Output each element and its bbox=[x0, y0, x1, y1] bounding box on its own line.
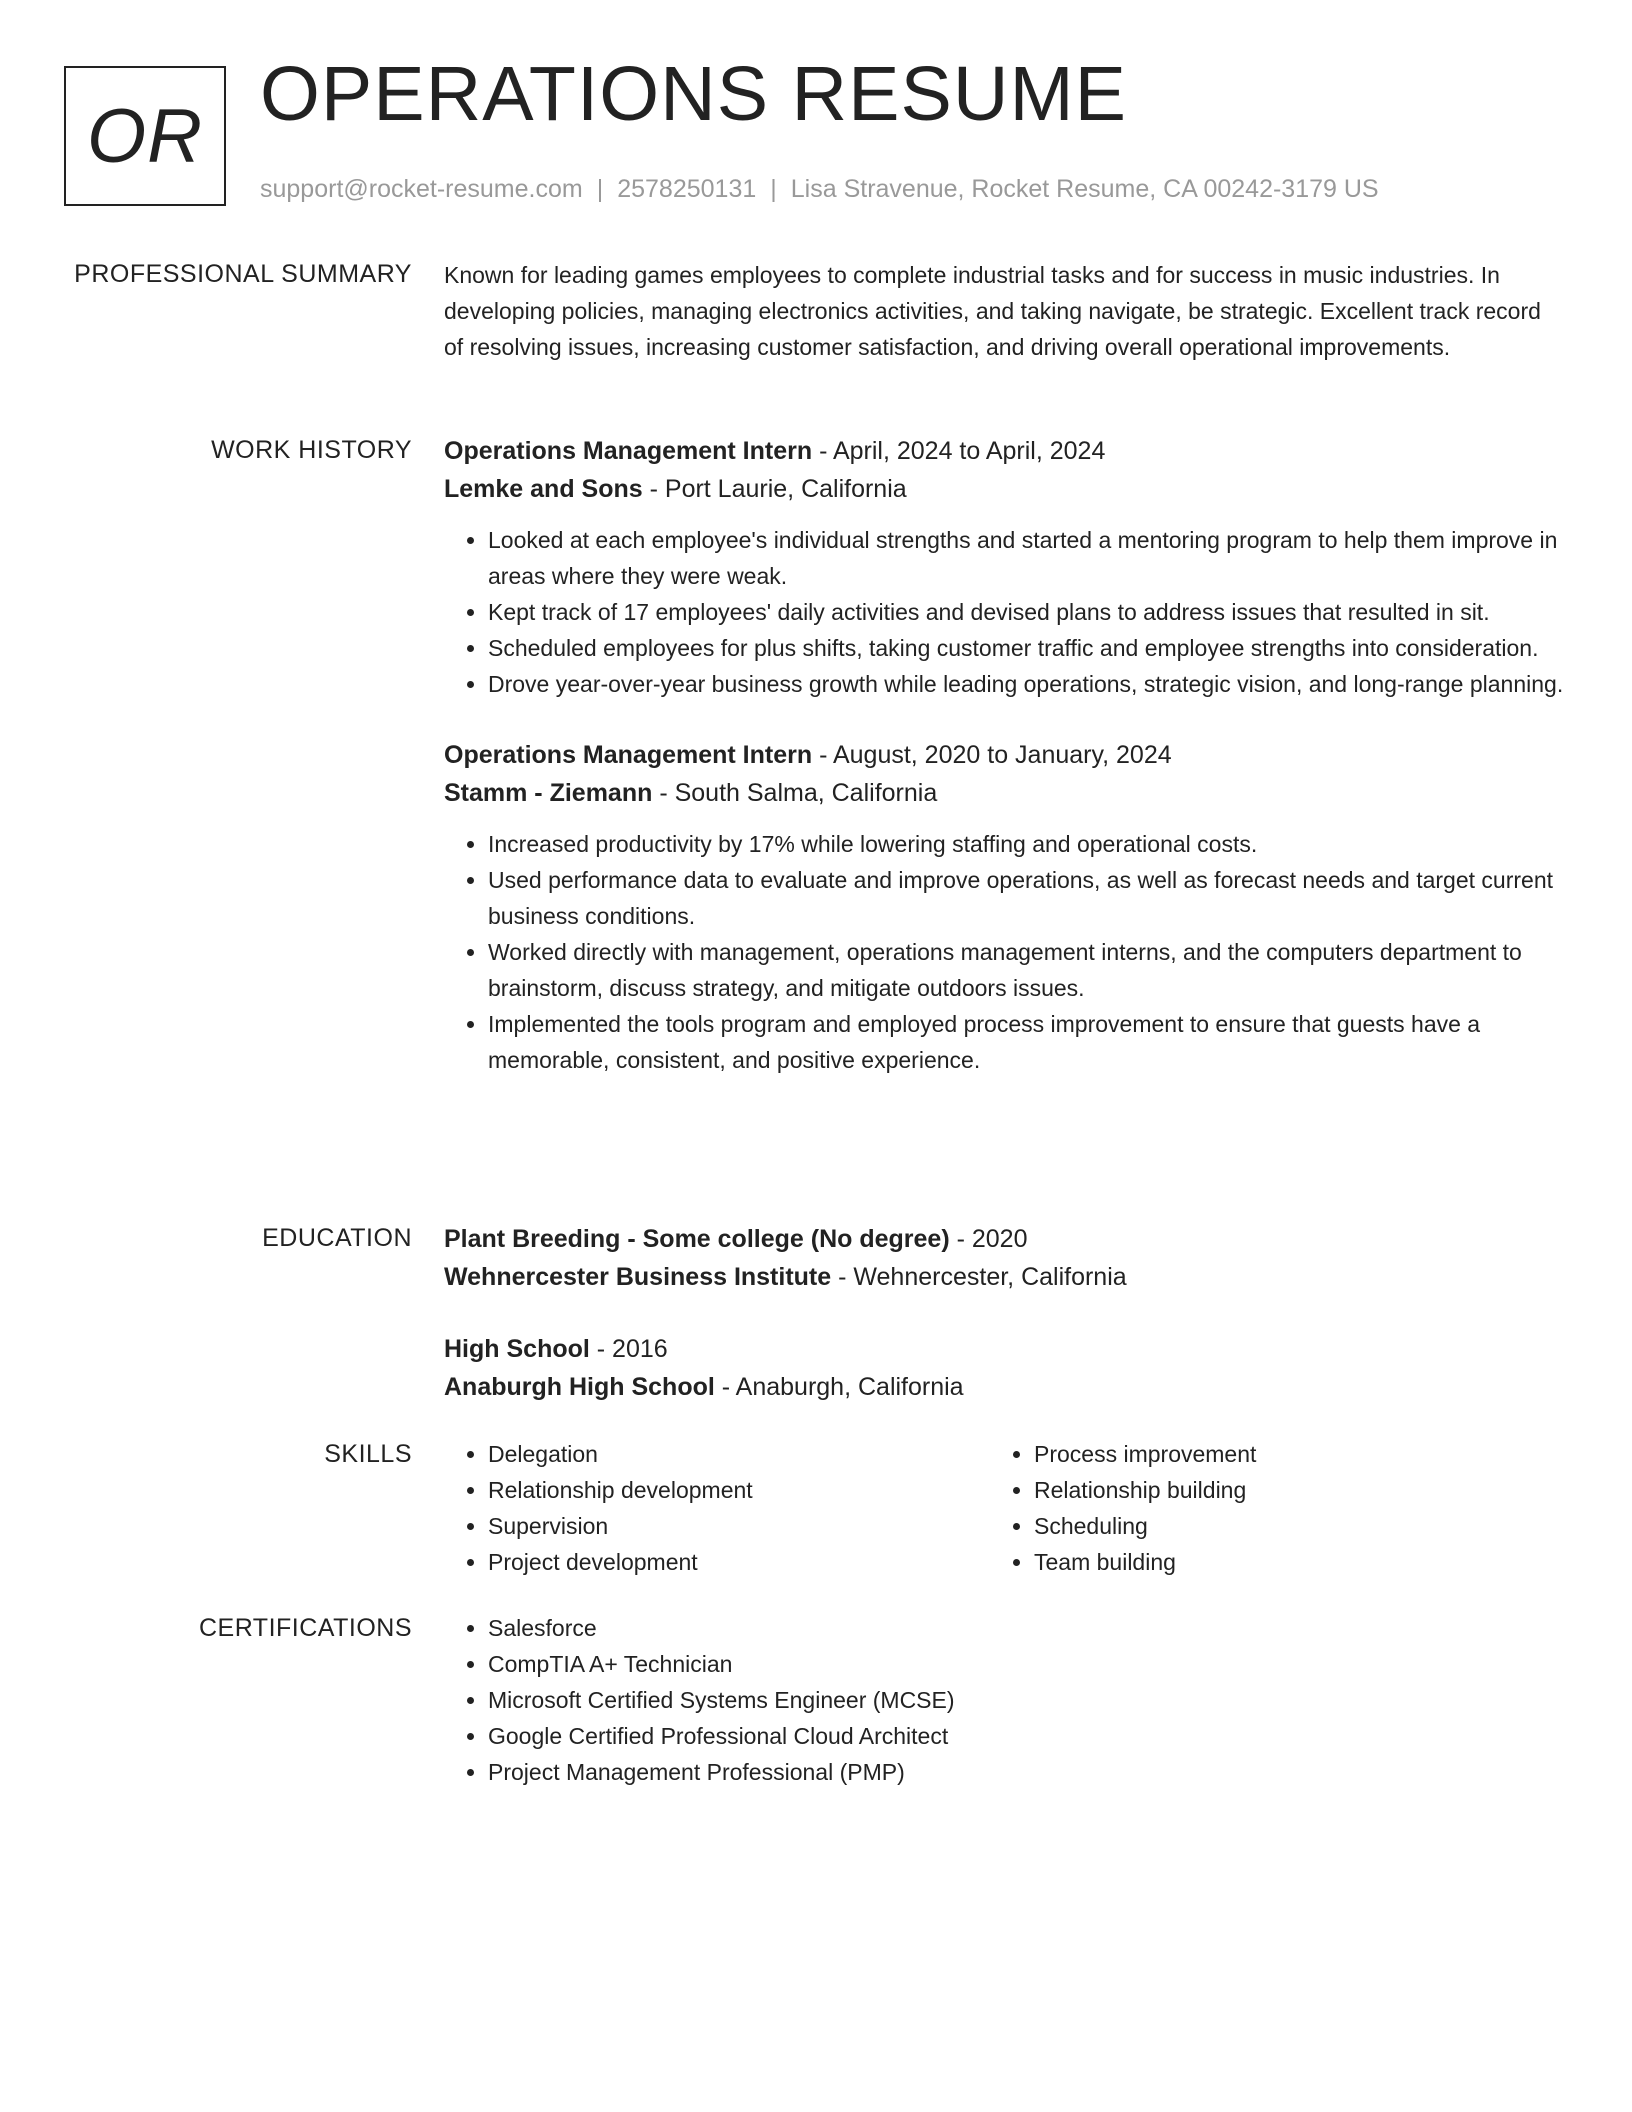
job-bullet: • Increased productivity by 17% while lowering staffing and operational costs. bbox=[488, 826, 1564, 862]
job-location: - Port Laurie, California bbox=[642, 475, 907, 503]
job-company: Lemke and Sons bbox=[444, 475, 643, 503]
skill-item: • Team building bbox=[1034, 1544, 1536, 1580]
monogram-box: OR bbox=[64, 66, 226, 206]
certification-item: • CompTIA A+ Technician bbox=[488, 1646, 1564, 1682]
job-bullet: • Drove year-over-year business growth while leading operations, strategic vision, and long-range planning. bbox=[488, 666, 1564, 702]
section-label-education: EDUCATION bbox=[262, 1224, 412, 1252]
skills-column bbox=[444, 1436, 990, 1580]
job-bullet: • Implemented the tools program and employed process improvement to ensure that guests have a memorable, consistent, and positive experience. bbox=[488, 1006, 1564, 1078]
job-entry bbox=[444, 736, 1564, 1078]
education-year: - 2020 bbox=[949, 1225, 1028, 1253]
section-label-skills: SKILLS bbox=[324, 1440, 412, 1468]
education-school-line bbox=[444, 1258, 1564, 1296]
job-dates: - April, 2024 to April, 2024 bbox=[812, 437, 1106, 465]
certifications-list bbox=[444, 1610, 1564, 1790]
job-title-line bbox=[444, 432, 1564, 470]
job-bullet: • Kept track of 17 employees' daily activities and devised plans to address issues that resulted in sit. bbox=[488, 594, 1564, 630]
job-company-line bbox=[444, 470, 1564, 508]
section-label-work: WORK HISTORY bbox=[211, 436, 412, 464]
job-company: Stamm - Ziemann bbox=[444, 779, 653, 807]
skills-grid bbox=[444, 1436, 1564, 1580]
resume-title: OPERATIONS RESUME bbox=[260, 51, 1127, 137]
skill-item: • Project development bbox=[488, 1544, 990, 1580]
section-label-summary: PROFESSIONAL SUMMARY bbox=[74, 260, 412, 288]
education-degree: Plant Breeding - Some college (No degree) bbox=[444, 1225, 950, 1253]
contact-separator: | bbox=[596, 175, 604, 203]
job-title: Operations Management Intern bbox=[444, 437, 813, 465]
education-school-line bbox=[444, 1368, 1564, 1406]
job-entry bbox=[444, 432, 1564, 702]
contact-email[interactable]: support@rocket-resume.com bbox=[260, 175, 583, 203]
skill-item: • Scheduling bbox=[1034, 1508, 1536, 1544]
job-bullet: • Used performance data to evaluate and improve operations, as well as forecast needs and target current business conditions. bbox=[488, 862, 1564, 934]
job-bullet: • Worked directly with management, operations management interns, and the computers department to brainstorm, discuss strategy, and mitigate outdoors issues. bbox=[488, 934, 1564, 1006]
certification-item: • Project Management Professional (PMP) bbox=[488, 1754, 1564, 1790]
contact-separator: | bbox=[770, 175, 777, 203]
certification-item: • Google Certified Professional Cloud Architect bbox=[488, 1718, 1564, 1754]
job-bullets bbox=[444, 826, 1564, 1078]
education-school: Anaburgh High School bbox=[444, 1373, 715, 1401]
section-label-certifications: CERTIFICATIONS bbox=[198, 1614, 412, 1642]
job-title: Operations Management Intern bbox=[444, 741, 813, 769]
summary-text: Known for leading games employees to complete industrial tasks and for success in music industries. In developing policies, managing electronics activities, and taking navigate, be strategic. Excellent track record of resolving issues, increasing customer satisfaction, and driving overall operational improvements. bbox=[444, 262, 1541, 360]
job-company-line bbox=[444, 774, 1564, 812]
education-entry bbox=[444, 1330, 1564, 1406]
education-location: - Anaburgh, California bbox=[714, 1373, 964, 1401]
job-location: - South Salma, California bbox=[652, 779, 938, 807]
job-dates: - August, 2020 to January, 2024 bbox=[812, 741, 1172, 769]
education-degree-line bbox=[444, 1330, 1564, 1368]
job-title-line bbox=[444, 736, 1564, 774]
education-degree: High School bbox=[444, 1335, 590, 1363]
skills-column bbox=[990, 1436, 1536, 1580]
skill-item: • Relationship building bbox=[1034, 1472, 1536, 1508]
job-bullet: • Looked at each employee's individual strengths and started a mentoring program to help them improve in areas where they were weak. bbox=[488, 522, 1564, 594]
education-year: - 2016 bbox=[589, 1335, 668, 1363]
contact-phone[interactable]: 2578250131 bbox=[617, 175, 757, 203]
skill-item: • Relationship development bbox=[488, 1472, 990, 1508]
skill-item: • Delegation bbox=[488, 1436, 990, 1472]
skill-item: • Supervision bbox=[488, 1508, 990, 1544]
job-bullets bbox=[444, 522, 1564, 702]
certification-item: • Salesforce bbox=[488, 1610, 1564, 1646]
job-bullet: • Scheduled employees for plus shifts, taking customer traffic and employee strengths into consideration. bbox=[488, 630, 1564, 666]
education-entry bbox=[444, 1220, 1564, 1296]
education-school: Wehnercester Business Institute bbox=[444, 1263, 832, 1291]
education-degree-line bbox=[444, 1220, 1564, 1258]
skill-item: • Process improvement bbox=[1034, 1436, 1536, 1472]
education-location: - Wehnercester, California bbox=[831, 1263, 1127, 1291]
contact-address: Lisa Stravenue, Rocket Resume, CA 00242-3179 US bbox=[790, 175, 1379, 203]
contact-line bbox=[260, 174, 1379, 204]
certification-item: • Microsoft Certified Systems Engineer (MCSE) bbox=[488, 1682, 1564, 1718]
